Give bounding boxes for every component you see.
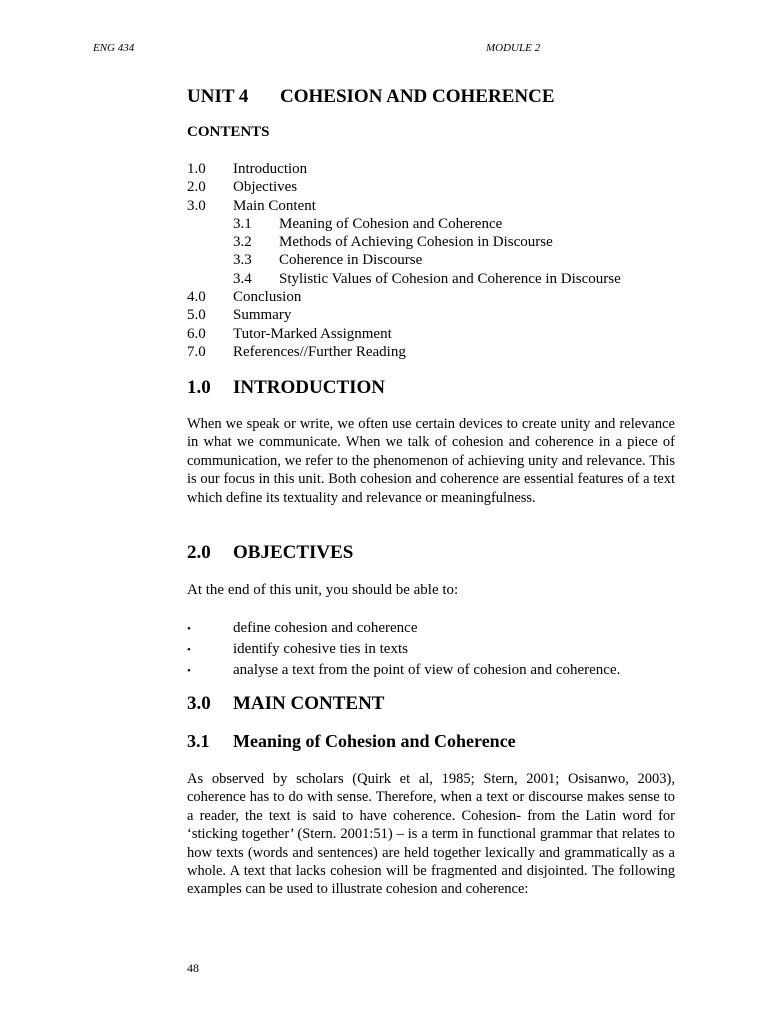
list-item xyxy=(187,618,620,639)
introduction-paragraph: When we speak or write, we often use certain devices to create unity and relevance in what we communicate. When we talk of cohesion and coherence in a piece of communication, we refer to the phenomenon of achieving unity and relevance. This is our focus in this unit. Both cohesion and coherence are essential features of a text which define its textuality and relevance or meaningfulness. xyxy=(187,416,675,506)
toc-item-number: 5.0 xyxy=(187,307,206,324)
toc-item xyxy=(187,343,621,361)
toc-item-label: Introduction xyxy=(233,161,308,177)
toc-item-label: Stylistic Values of Cohesion and Coherence in Discourse xyxy=(279,270,621,287)
toc-item-number: 3.1 xyxy=(233,215,252,232)
unit-name: COHESION AND COHERENCE xyxy=(280,86,555,107)
list-item-text: define cohesion and coherence xyxy=(233,620,418,636)
header-module: MODULE 2 xyxy=(486,42,541,54)
toc-item-label: Objectives xyxy=(233,179,298,196)
bullet-icon: • xyxy=(187,623,191,635)
toc-item-label: Coherence in Discourse xyxy=(279,252,423,269)
main-content-heading xyxy=(187,693,384,715)
section-3-1-number: 3.1 xyxy=(187,731,210,751)
unit-number: UNIT 4 xyxy=(187,86,249,107)
section-3-1-title: Meaning of Cohesion and Coherence xyxy=(233,731,516,751)
toc-item xyxy=(187,197,621,215)
toc-item-number: 4.0 xyxy=(187,289,206,306)
main-content-title: MAIN CONTENT xyxy=(233,693,385,714)
introduction-heading xyxy=(187,377,385,399)
toc-item-number: 3.3 xyxy=(233,252,252,269)
toc-item xyxy=(187,160,621,178)
toc-item xyxy=(187,233,621,251)
objectives-list xyxy=(187,618,620,681)
toc-item-number: 3.0 xyxy=(187,197,206,214)
toc-item-label: Meaning of Cohesion and Coherence xyxy=(279,215,503,232)
toc-item-label: References//Further Reading xyxy=(233,343,406,360)
introduction-title: INTRODUCTION xyxy=(233,377,386,398)
table-of-contents xyxy=(187,160,621,361)
toc-item xyxy=(187,325,621,343)
toc-item-label: Main Content xyxy=(233,197,316,214)
main-content-number: 3.0 xyxy=(187,693,211,714)
page-number: 48 xyxy=(187,961,199,975)
section-3-1-heading xyxy=(187,731,516,752)
toc-item xyxy=(187,251,621,269)
toc-item-number: 1.0 xyxy=(187,161,206,177)
toc-item-label: Conclusion xyxy=(233,289,302,306)
introduction-number: 1.0 xyxy=(187,377,211,398)
section-3-1-paragraph: As observed by scholars (Quirk et al, 1985; Stern, 2001; Osisanwo, 2003), coherence has to do with sense. Therefore, when a text or discourse makes sense to a reader, the text is said to have coherence. Cohesion- from the Latin word for ‘sticking together’ (Stern. 2001:51) – is a term in functional grammar that relates to how texts (words and sentences) are held together lexically and grammatically as a whole. A text that lacks cohesion will be fragmented and disjointed. The following examples can be used to illustrate cohesion and coherence: xyxy=(187,771,675,898)
objectives-heading xyxy=(187,542,353,564)
header-course-code: ENG 434 xyxy=(93,42,135,54)
toc-item-number: 3.2 xyxy=(233,234,252,251)
objectives-number: 2.0 xyxy=(187,542,211,563)
bullet-icon: • xyxy=(187,665,191,677)
objectives-title: OBJECTIVES xyxy=(233,542,354,563)
objectives-lead: At the end of this unit, you should be able to: xyxy=(187,582,459,598)
toc-item xyxy=(187,288,621,306)
list-item-text: identify cohesive ties in texts xyxy=(233,641,408,657)
list-item-text: analyse a text from the point of view of cohesion and coherence. xyxy=(233,662,621,678)
list-item xyxy=(187,660,620,681)
toc-item-number: 7.0 xyxy=(187,343,206,360)
toc-item-label: Tutor-Marked Assignment xyxy=(233,325,392,342)
toc-item-number: 3.4 xyxy=(233,270,252,287)
unit-title xyxy=(187,86,555,108)
toc-item xyxy=(187,306,621,324)
toc-item-number: 6.0 xyxy=(187,325,206,342)
list-item xyxy=(187,639,620,660)
toc-item xyxy=(187,178,621,196)
toc-item xyxy=(187,215,621,233)
toc-item-number: 2.0 xyxy=(187,179,206,196)
contents-heading: CONTENTS xyxy=(187,124,270,140)
bullet-icon: • xyxy=(187,644,191,656)
toc-item-label: Methods of Achieving Cohesion in Discourse xyxy=(279,234,553,251)
toc-item xyxy=(187,270,621,288)
toc-item-label: Summary xyxy=(233,307,292,324)
